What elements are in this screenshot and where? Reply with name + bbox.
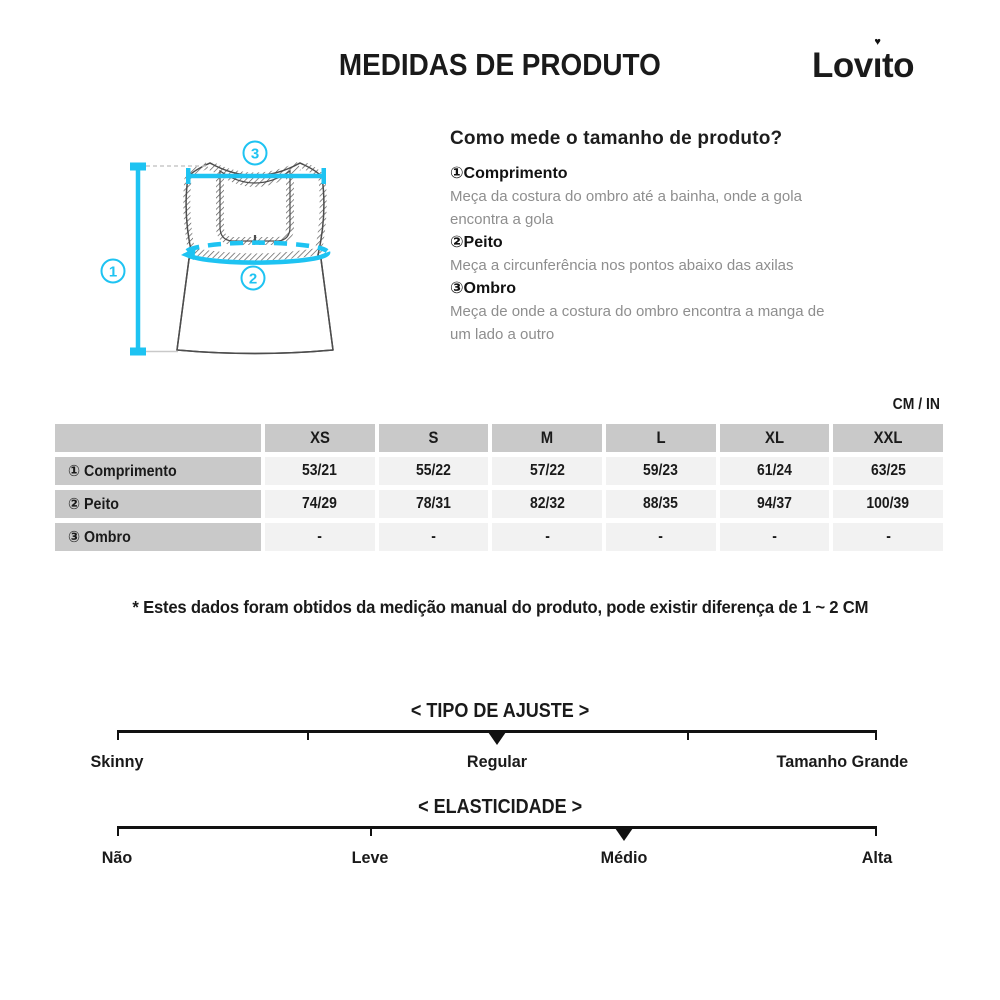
marker-2 — [242, 267, 265, 290]
unit-label: CM / IN — [893, 396, 941, 413]
tick — [117, 730, 119, 740]
size-cell: 88/35 — [606, 490, 716, 518]
elasticity-option-label: Leve — [351, 848, 389, 867]
size-cell: 74/29 — [265, 490, 375, 518]
size-cell: 100/39 — [833, 490, 943, 518]
size-cell: - — [833, 523, 943, 551]
heart-icon: ♥ — [874, 36, 881, 48]
svg-text:2: 2 — [248, 270, 258, 288]
fit-marker-triangle — [488, 732, 506, 745]
tick — [370, 826, 372, 836]
measurement-footnote: * Estes dados foram obtidos da medição manual do produto, pode existir diferença de 1 ~ 2 CM — [132, 597, 868, 617]
elasticity-slider-title: < ELASTICIDADE > — [417, 796, 583, 818]
fit-slider-track — [117, 730, 877, 733]
size-col-header: S — [379, 424, 489, 452]
row-label: ② Peito — [55, 490, 261, 518]
tick — [875, 730, 877, 740]
size-col-header: XXL — [833, 424, 943, 452]
elasticity-slider — [0, 796, 1000, 886]
elasticity-option-label: Não — [101, 848, 133, 867]
svg-text:3: 3 — [250, 145, 260, 163]
size-cell: - — [606, 523, 716, 551]
size-col-header: M — [492, 424, 602, 452]
size-cell: 55/22 — [379, 457, 489, 485]
svg-text:1: 1 — [108, 263, 118, 281]
row-label: ③ Ombro — [55, 523, 261, 551]
size-cell: 63/25 — [833, 457, 943, 485]
tick — [875, 826, 877, 836]
howto-item — [450, 231, 950, 277]
garment-measurement-diagram — [85, 125, 415, 390]
size-cell: - — [379, 523, 489, 551]
howto-section — [450, 128, 950, 346]
tick — [687, 730, 689, 740]
neckline-cutout — [220, 171, 290, 241]
marker-3 — [244, 142, 267, 165]
size-col-header: XL — [720, 424, 830, 452]
elasticity-slider-track — [117, 826, 877, 829]
size-col-header: L — [606, 424, 716, 452]
size-cell: 53/21 — [265, 457, 375, 485]
fit-type-slider — [0, 700, 1000, 790]
howto-item-label: ③Ombro — [450, 280, 516, 297]
size-col-header: XS — [265, 424, 375, 452]
howto-heading: Como mede o tamanho de produto? — [450, 128, 783, 149]
elasticity-option-label: Médio — [600, 848, 648, 867]
fit-option-label: Tamanho Grande — [776, 752, 909, 771]
size-cell: 57/22 — [492, 457, 602, 485]
tick — [117, 826, 119, 836]
table-corner-cell — [55, 424, 261, 452]
howto-item-desc: Meça de onde a costura do ombro encontra a manga de um lado a outro — [450, 303, 825, 343]
size-cell: 61/24 — [720, 457, 830, 485]
howto-item-label: ①Comprimento — [450, 165, 568, 182]
size-cell: 82/32 — [492, 490, 602, 518]
fit-option-label: Regular — [466, 752, 528, 771]
size-cell: - — [720, 523, 830, 551]
size-table — [55, 424, 943, 551]
brand-logo: Lovı ♥ to — [812, 36, 915, 85]
howto-item-desc: Meça a circunferência nos pontos abaixo das axilas — [450, 257, 794, 274]
size-cell: - — [265, 523, 375, 551]
size-cell: 94/37 — [720, 490, 830, 518]
fit-slider-title: < TIPO DE AJUSTE > — [410, 700, 590, 722]
size-cell: 78/31 — [379, 490, 489, 518]
page-title: MEDIDAS DE PRODUTO — [339, 47, 661, 82]
size-cell: - — [492, 523, 602, 551]
tick — [307, 730, 309, 740]
size-cell: 59/23 — [606, 457, 716, 485]
elasticity-option-label: Alta — [861, 848, 893, 867]
howto-item-desc: Meça da costura do ombro até a bainha, onde a gola encontra a gola — [450, 188, 802, 228]
marker-1 — [102, 260, 125, 283]
howto-item — [450, 162, 950, 231]
fit-option-label: Skinny — [90, 752, 144, 771]
elasticity-marker-triangle — [615, 828, 633, 841]
howto-item-label: ②Peito — [450, 234, 503, 251]
howto-item — [450, 277, 950, 346]
row-label: ① Comprimento — [55, 457, 261, 485]
